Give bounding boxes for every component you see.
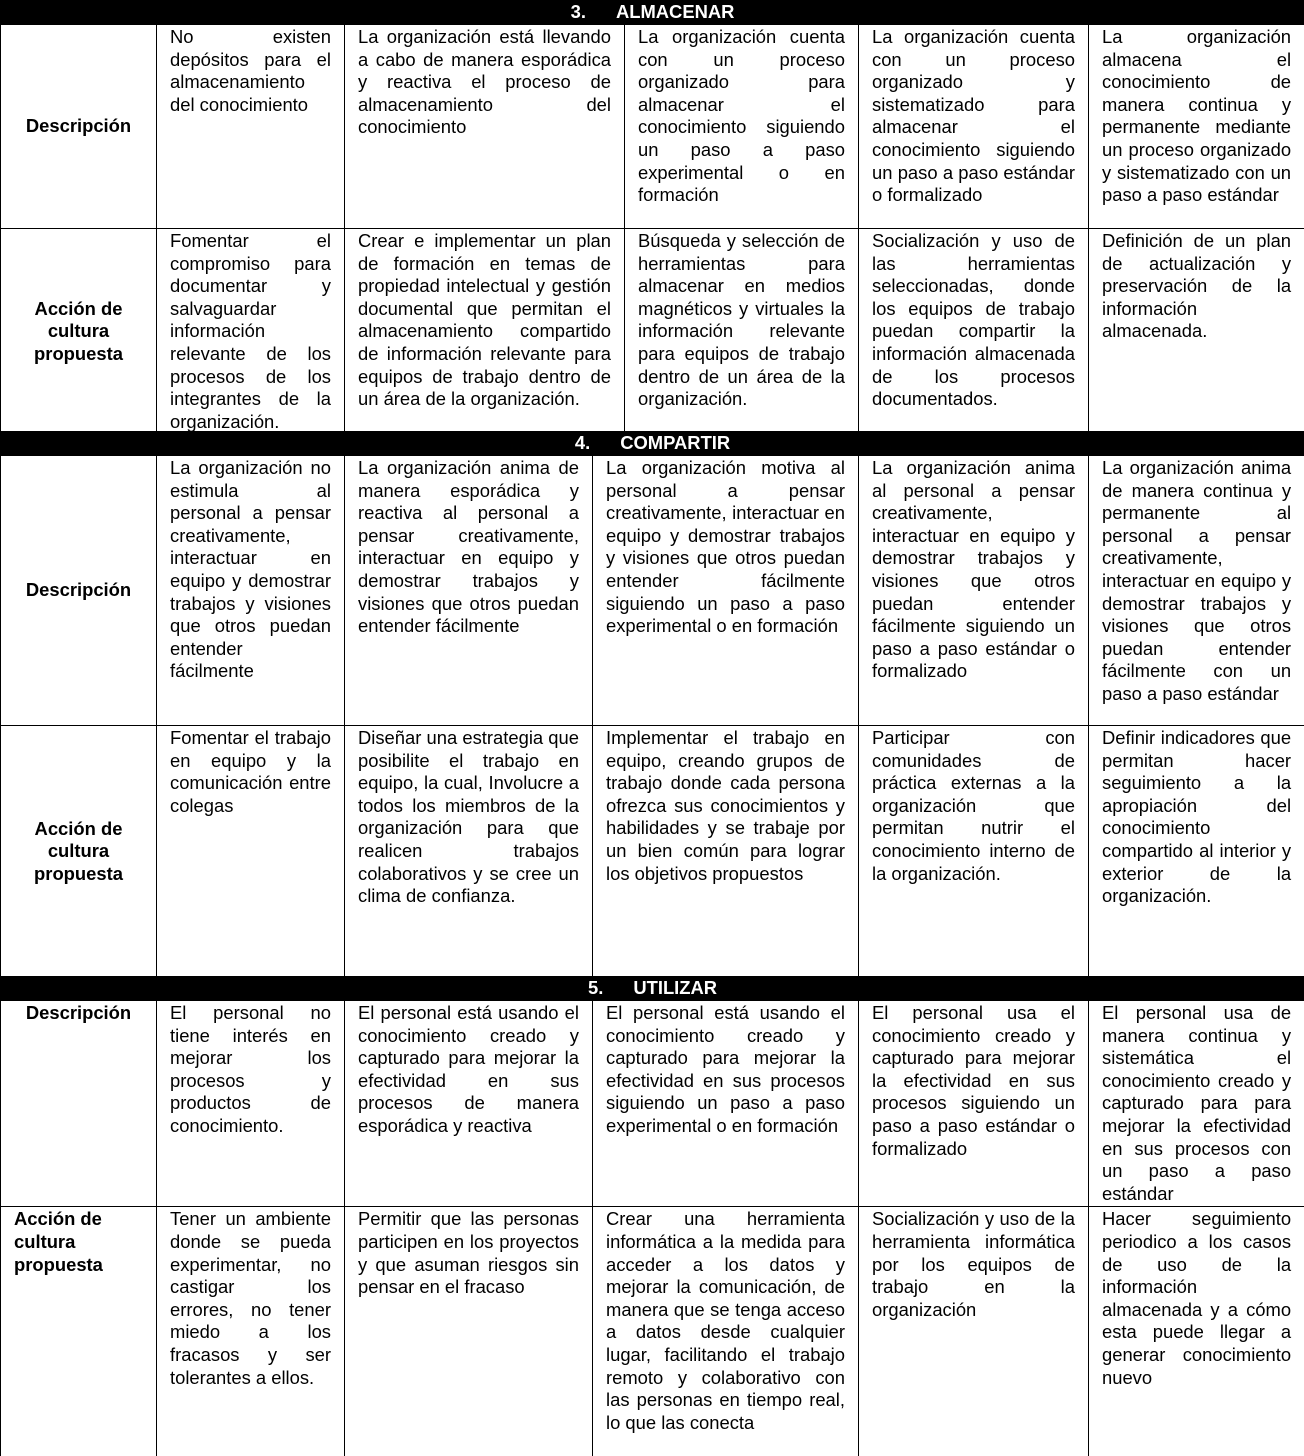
section-almacenar xyxy=(0,0,1304,432)
section-header: 4. COMPARTIR xyxy=(1,432,1304,456)
table-row xyxy=(1,1207,1304,1456)
table-cell: La organización anima al personal a pensar creativamente, interactuar en equipo y demostrar trabajos y visiones que otros puedan entender fácilmente siguiendo un paso a paso estándar o formalizado xyxy=(859,456,1089,726)
table-row xyxy=(1,25,1304,229)
table-cell: La organización cuenta con un proceso organizado y sistematizado para almacenar el conocimiento siguiendo un paso a paso estándar o formalizado xyxy=(859,25,1089,229)
table-cell: La organización motiva al personal a pensar creativamente, interactuar en equipo y demostrar trabajos y visiones que otros puedan entender fácilmente siguiendo un paso a paso experimental o en formación xyxy=(593,456,859,726)
row-label: Acción de cultura propuesta xyxy=(1,1207,157,1456)
table-cell: La organización cuenta con un proceso organizado para almacenar el conocimiento siguiendo un paso a paso experimental o en formación xyxy=(625,25,859,229)
table-cell: Tener un ambiente donde se pueda experimentar, no castigar los errores, no tener miedo a los fracasos y ser tolerantes a ellos. xyxy=(157,1207,345,1456)
section-header: 3. ALMACENAR xyxy=(1,1,1304,25)
table-cell: Participar con comunidades de práctica externas a la organización que permitan nutrir el conocimiento interno de la organización. xyxy=(859,726,1089,978)
table-cell: Socialización y uso de la herramienta informática por los equipos de trabajo en la organización xyxy=(859,1207,1089,1456)
table-row xyxy=(1,1001,1304,1207)
table-row xyxy=(1,456,1304,726)
table-cell: El personal está usando el conocimiento creado y capturado para mejorar la efectividad en sus procesos de manera esporádica y reactiva xyxy=(345,1001,593,1207)
table-cell: La organización anima de manera continua y permanente al personal a pensar creativamente, interactuar en equipo y demostrar trabajos y visiones que otros puedan entender fácilmente con un paso a paso estándar xyxy=(1089,456,1304,726)
table-cell: No existen depósitos para el almacenamiento del conocimiento xyxy=(157,25,345,229)
table-cell: Implementar el trabajo en equipo, creando grupos de trabajo donde cada persona ofrezca sus conocimientos y habilidades y se trabaje por un bien común para lograr los objetivos propuestos xyxy=(593,726,859,978)
table-cell: La organización no estimula al personal a pensar creativamente, interactuar en equipo y demostrar trabajos y visiones que otros puedan entender fácilmente xyxy=(157,456,345,726)
row-label: Descripción xyxy=(1,456,157,726)
section-header: 5. UTILIZAR xyxy=(1,977,1304,1001)
table-cell: Fomentar el compromiso para documentar y salvaguardar información relevante de los procesos de los integrantes de la organización. xyxy=(157,229,345,433)
table-cell: Diseñar una estrategia que posibilite el trabajo en equipo, la cual, Involucre a todos los miembros de la organización para que realicen trabajos colaborativos y se cree un clima de confianza. xyxy=(345,726,593,978)
table-cell: Definición de un plan de actualización y preservación de la información almacenada. xyxy=(1089,229,1304,433)
section-compartir xyxy=(0,431,1304,977)
table-cell: Crear una herramienta informática a la medida para acceder a los datos y mejorar la comunicación, de manera que se tenga acceso a datos desde cualquier lugar, facilitando el trabajo remoto y colaborativo con las personas en tiempo real, lo que las conecta xyxy=(593,1207,859,1456)
table-cell: Fomentar el trabajo en equipo y la comunicación entre colegas xyxy=(157,726,345,978)
table-cell: El personal está usando el conocimiento creado y capturado para mejorar la efectividad en sus procesos siguiendo un paso a paso experimental o en formación xyxy=(593,1001,859,1207)
row-label: Descripción xyxy=(1,25,157,229)
table-cell: Crear e implementar un plan de formación en temas de propiedad intelectual y gestión documental que permitan el almacenamiento compartido de información relevante para equipos de trabajo dentro de un área de la organización. xyxy=(345,229,625,433)
row-label: Descripción xyxy=(1,1001,157,1207)
row-label: Acción de cultura propuesta xyxy=(1,229,157,433)
table-row xyxy=(1,229,1304,433)
table-cell: El personal usa de manera continua y sistemática el conocimiento creado y capturado para para mejorar la efectividad en sus procesos con un paso a paso estándar xyxy=(1089,1001,1304,1207)
table-cell: Permitir que las personas participen en los proyectos y que asuman riesgos sin pensar en el fracaso xyxy=(345,1207,593,1456)
section-utilizar xyxy=(0,976,1304,1456)
table-cell: Búsqueda y selección de herramientas para almacenar en medios magnéticos y virtuales la información relevante para equipos de trabajo dentro de un área de la organización. xyxy=(625,229,859,433)
table-cell: El personal usa el conocimiento creado y capturado para mejorar la efectividad en sus procesos siguiendo un paso a paso estándar o formalizado xyxy=(859,1001,1089,1207)
table-cell: Definir indicadores que permitan hacer seguimiento a la apropiación del conocimiento compartido al interior y exterior de la organización. xyxy=(1089,726,1304,978)
table-cell: La organización almacena el conocimiento de manera continua y permanente mediante un proceso organizado y sistematizado con un paso a paso estándar xyxy=(1089,25,1304,229)
table-cell: Socialización y uso de las herramientas seleccionadas, donde los equipos de trabajo puedan compartir la información almacenada de los procesos documentados. xyxy=(859,229,1089,433)
table-cell: El personal no tiene interés en mejorar los procesos y productos de conocimiento. xyxy=(157,1001,345,1207)
table-cell: La organización está llevando a cabo de manera esporádica y reactiva el proceso de almacenamiento del conocimiento xyxy=(345,25,625,229)
table-cell: Hacer seguimiento periodico a los casos de uso de la información almacenada y a cómo esta puede llegar a generar conocimiento nuevo xyxy=(1089,1207,1304,1456)
row-label: Acción de cultura propuesta xyxy=(1,726,157,978)
table-row xyxy=(1,726,1304,978)
table-cell: La organización anima de manera esporádica y reactiva al personal a pensar creativamente, interactuar en equipo y demostrar trabajos y visiones que otros puedan entender fácilmente xyxy=(345,456,593,726)
